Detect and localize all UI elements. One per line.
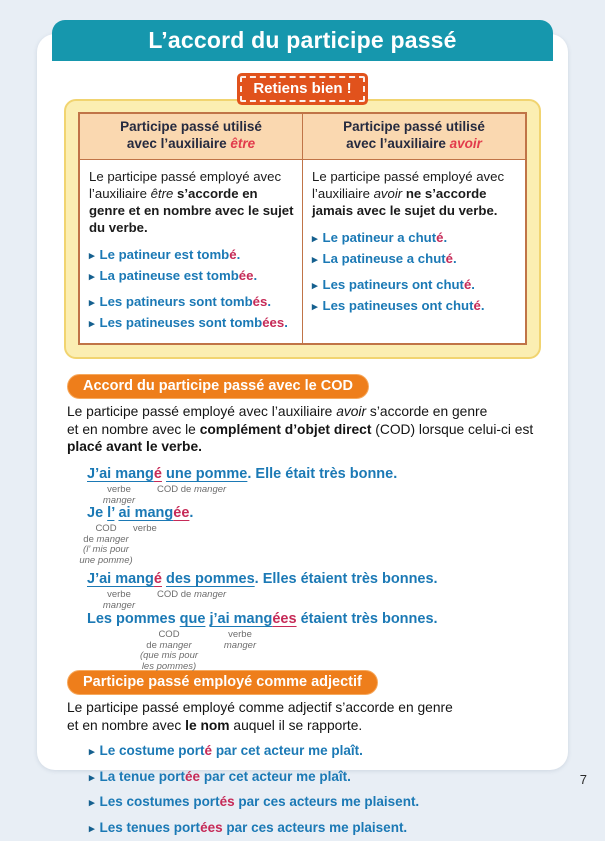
bullet-arrow-icon: ▸: [312, 253, 318, 266]
example-sentence: J’ai mangé une pomme. Elle était très bonne.: [87, 466, 398, 483]
example-sentence-group: [87, 610, 568, 672]
example-text: Le patineur est tombé.: [99, 247, 241, 263]
memo-box: [64, 99, 541, 359]
grammar-annotation: COD de manger: [157, 589, 227, 601]
memo-header-etre-line1: Participe passé utilisé: [120, 119, 262, 134]
example-row: [89, 292, 294, 312]
example-text: La patineuse a chuté.: [322, 250, 457, 266]
bullet-arrow-icon: ▸: [312, 280, 318, 293]
example-text: La tenue portée par cet acteur me plaît.: [99, 768, 351, 784]
example-row: [312, 228, 517, 248]
example-row: [89, 790, 540, 816]
retiens-badge: Retiens bien !: [240, 76, 364, 102]
cod-paragraph: [67, 403, 540, 455]
example-text: Le patineur a chuté.: [322, 230, 448, 246]
example-row: [89, 739, 540, 765]
example-text: Les patineurs ont chuté.: [322, 277, 475, 293]
example-text: Les patineuses sont tombées.: [99, 314, 288, 330]
page-title: L’accord du participe passé: [148, 27, 457, 53]
cod-section: [37, 374, 568, 672]
memo-cell-avoir: [303, 159, 527, 344]
example-text: Les patineurs sont tombés.: [99, 294, 272, 310]
adjective-paragraph-line: Le participe passé employé comme adjectif s’accorde en genre: [67, 700, 453, 716]
bullet-arrow-icon: ▸: [89, 771, 95, 784]
memo-header-avoir-line1: Participe passé utilisé: [343, 119, 485, 134]
example-sentence: J’ai mangé des pommes. Elles étaient très bonnes.: [87, 571, 438, 588]
grammar-annotation: COD de manger (que mis pour les pommes): [139, 629, 199, 672]
memo-table: [78, 112, 527, 345]
adjective-section-badge: Participe passé employé comme adjectif: [67, 670, 378, 695]
bullet-arrow-icon: ▸: [312, 300, 318, 313]
adjective-section: [37, 670, 568, 841]
grammar-annotation: verbe manger: [102, 589, 136, 611]
cod-examples: [79, 465, 568, 672]
example-text: La patineuse est tombée.: [99, 267, 258, 283]
memo-header-etre-line2: avec l’auxiliaire être: [126, 135, 256, 151]
example-row: [312, 249, 517, 269]
example-sentence: Les pommes que j’ai mangées étaient très bonnes.: [87, 611, 438, 628]
memo-cell-avoir-text: Le participe passé employé avec l’auxiliaire avoir ne s’accorde jamais avec le sujet du verbe.: [312, 168, 505, 219]
memo-header-etre: [79, 113, 303, 159]
grammar-annotation: verbe: [133, 523, 157, 535]
example-row: [89, 266, 294, 286]
example-row: [312, 275, 517, 295]
adjective-paragraph-line: et en nombre avec le nom auquel il se rapporte.: [67, 717, 363, 733]
title-banner: [52, 20, 553, 61]
example-row: [89, 765, 540, 791]
example-text: Les patineuses ont chuté.: [322, 297, 485, 313]
example-sentence-group: [79, 504, 568, 570]
memo-cell-etre-text: Le participe passé employé avec l’auxiliaire être s’accorde en genre et en nombre avec le sujet du verbe.: [89, 168, 294, 236]
memo-header-avoir: [303, 113, 527, 159]
bullet-arrow-icon: ▸: [89, 797, 95, 810]
example-row: [312, 296, 517, 316]
adjective-examples: [89, 739, 540, 841]
example-text: Les tenues portées par ces acteurs me plaisent.: [99, 819, 408, 835]
cod-paragraph-line: placé avant le verbe.: [67, 439, 202, 454]
grammar-annotation: verbe manger: [223, 629, 257, 651]
example-row: [89, 245, 294, 265]
cod-section-badge: Accord du participe passé avec le COD: [67, 374, 369, 399]
bullet-arrow-icon: ▸: [89, 270, 95, 283]
example-row: [89, 816, 540, 841]
cod-paragraph-line: et en nombre avec le complément d’objet direct (COD) lorsque celui-ci est: [67, 421, 534, 437]
example-text: Le costume porté par cet acteur me plaît.: [99, 743, 363, 759]
memo-cell-etre: [79, 159, 303, 344]
page-card: [37, 27, 568, 835]
grammar-annotation: COD de manger: [157, 484, 227, 496]
bullet-arrow-icon: ▸: [89, 317, 95, 330]
example-row: [89, 313, 294, 333]
bullet-arrow-icon: ▸: [89, 297, 95, 310]
memo-table-body-row: [79, 159, 526, 344]
example-sentence-group: [87, 570, 568, 610]
retiens-badge-wrap: [37, 76, 568, 102]
example-sentence-group: [87, 465, 568, 504]
bullet-arrow-icon: ▸: [89, 822, 95, 835]
bullet-arrow-icon: ▸: [312, 233, 318, 246]
memo-header-avoir-line2: avec l’auxiliaire avoir: [346, 135, 482, 151]
page-number: 7: [579, 772, 587, 787]
grammar-annotation: COD de manger (l’ mis pour une pomme): [79, 523, 133, 566]
cod-paragraph-line: Le participe passé employé avec l’auxiliaire avoir s’accorde en genre: [67, 404, 488, 420]
bullet-arrow-icon: ▸: [89, 746, 95, 759]
bullet-arrow-icon: ▸: [89, 250, 95, 263]
example-sentence: Je l’ ai mangée.: [87, 505, 194, 522]
grammar-annotation: verbe manger: [102, 484, 136, 506]
example-text: Les costumes portés par ces acteurs me plaisent.: [99, 794, 420, 810]
adjective-paragraph: [67, 699, 540, 734]
memo-table-header-row: [79, 113, 526, 159]
